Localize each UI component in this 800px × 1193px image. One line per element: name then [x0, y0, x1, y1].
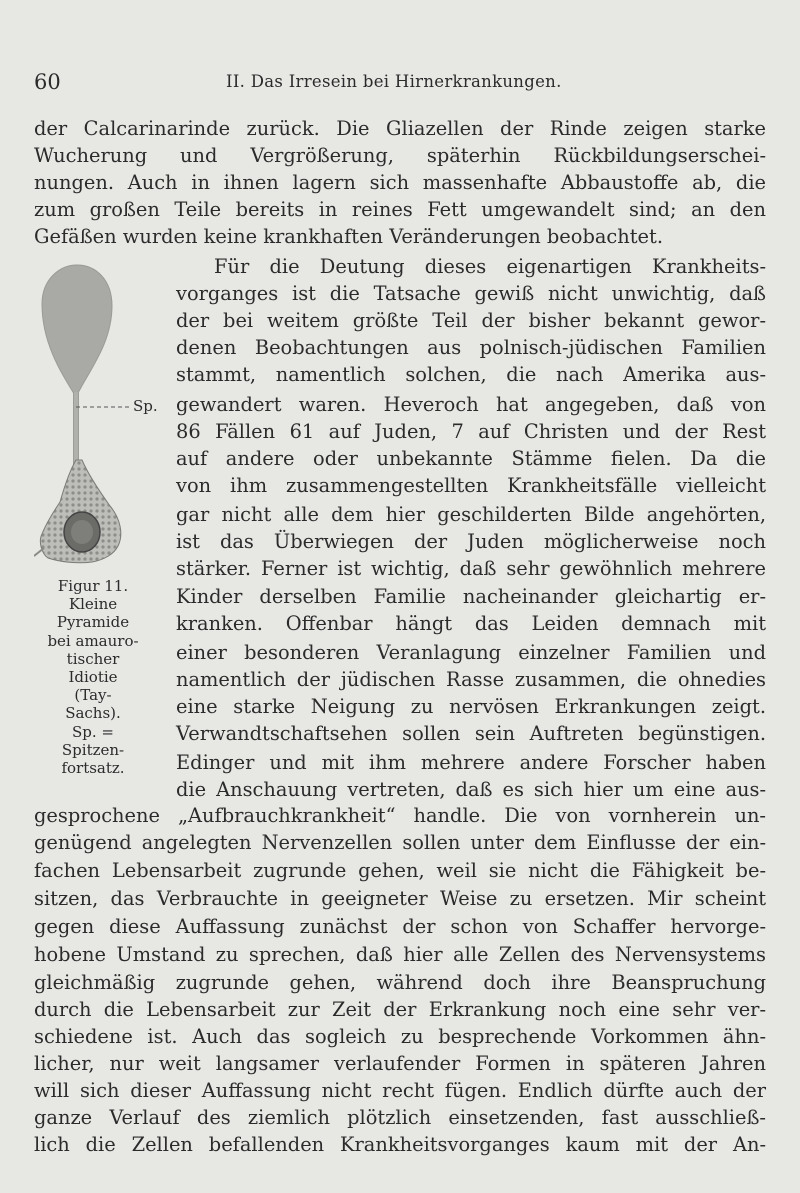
caption-line: Idiotie	[68, 668, 118, 687]
text-line: genügend angelegten Nervenzellen sollen unter dem Einflusse der ein-	[34, 831, 766, 854]
caption-line: bei amauro-	[47, 631, 139, 650]
page-header	[34, 70, 766, 100]
text-line: ist das Überwiegen der Juden möglicherweise noch	[176, 530, 766, 553]
caption-line: tischer	[66, 649, 120, 668]
figure-illustration	[34, 262, 174, 576]
text-line: auf andere oder unbekannte Stämme fielen. Da die	[176, 447, 766, 470]
text-line: die Anschauung vertreten, daß es sich hier um eine aus-	[176, 778, 766, 801]
figure-caption	[34, 577, 152, 777]
text-line: gewandert waren. Heveroch hat angegeben, daß von	[176, 393, 766, 416]
caption-line: Pyramide	[56, 613, 130, 632]
running-title: II. Das Irresein bei Hirnerkrankungen.	[226, 72, 562, 91]
text-line: Edinger und mit ihm mehrere andere Forscher haben	[176, 751, 766, 774]
text-line: schiedene ist. Auch das sogleich zu besprechende Vorkommen ähn-	[34, 1025, 766, 1048]
caption-line: Sp. =	[72, 722, 114, 741]
caption-line: fortsatz.	[61, 759, 125, 778]
text-line: Wucherung und Vergrößerung, späterhin Rückbildungserschei-	[34, 144, 766, 167]
text-line: von ihm zusammengestellten Krankheitsfälle vielleicht	[176, 474, 766, 497]
text-line: namentlich der jüdischen Rasse zusammen, die ohnedies	[176, 668, 766, 691]
text-line: hobene Umstand zu sprechen, daß hier alle Zellen des Nervensystems	[34, 943, 766, 966]
text-line: gegen diese Auffassung zunächst der schon von Schaffer hervorge-	[34, 915, 766, 938]
text-line: der Calcarinarinde zurück. Die Gliazellen der Rinde zeigen starke	[34, 117, 766, 140]
text-line: stärker. Ferner ist wichtig, daß sehr gewöhnlich mehrere	[176, 557, 766, 580]
text-line: Für die Deutung dieses eigenartigen Krankheits-	[214, 255, 766, 278]
text-line: gleichmäßig zugrunde gehen, während doch ihre Beanspruchung	[34, 971, 766, 994]
text-line: durch die Lebensarbeit zur Zeit der Erkrankung noch eine sehr ver-	[34, 998, 766, 1021]
text-line: nungen. Auch in ihnen lagern sich massenhafte Abbaustoffe ab, die	[34, 171, 766, 194]
caption-line: Spitzen-	[61, 740, 125, 759]
text-line: licher, nur weit langsamer verlaufender Formen in späteren Jahren	[34, 1052, 766, 1075]
text-line: kranken. Offenbar hängt das Leiden demnach mit	[176, 612, 766, 635]
pyramid-cell-drawing	[34, 262, 174, 572]
text-line: Gefäßen wurden keine krankhaften Veränderungen beobachtet.	[34, 225, 663, 248]
text-line: Verwandtschaftsehen sollen sein Auftreten begünstigen.	[176, 722, 766, 745]
text-line: sitzen, das Verbrauchte in geeigneter Weise zu ersetzen. Mir scheint	[34, 887, 766, 910]
caption-line: Sachs).	[65, 704, 121, 723]
figure-sp-label: Sp.	[133, 397, 158, 415]
text-line: gesprochene „Aufbrauchkrankheit“ handle. Die von vornherein un-	[34, 804, 766, 827]
text-line: eine starke Neigung zu nervösen Erkrankungen zeigt.	[176, 695, 766, 718]
text-line: denen Beobachtungen aus polnisch-jüdischen Familien	[176, 336, 766, 359]
text-line: stammt, namentlich solchen, die nach Amerika aus-	[176, 363, 766, 386]
text-line: 86 Fällen 61 auf Juden, 7 auf Christen und der Rest	[176, 420, 766, 443]
text-line: vorganges ist die Tatsache gewiß nicht unwichtig, daß	[176, 282, 766, 305]
text-line: einer besonderen Veranlagung einzelner Familien und	[176, 641, 766, 664]
text-line: will sich dieser Auffassung nicht recht fügen. Endlich dürfte auch der	[34, 1079, 766, 1102]
caption-line: (Tay-	[74, 686, 112, 705]
text-line: zum großen Teile bereits in reines Fett umgewandelt sind; an den	[34, 198, 766, 221]
caption-line: Figur 11.	[57, 577, 129, 595]
text-line: fachen Lebensarbeit zugrunde gehen, weil sie nicht die Fähigkeit be-	[34, 859, 766, 882]
text-line: gar nicht alle dem hier geschilderten Bilde angehörten,	[176, 503, 766, 526]
text-line: der bei weitem größte Teil der bisher bekannt gewor-	[176, 309, 766, 332]
page-number: 60	[34, 70, 61, 94]
text-line: lich die Zellen befallenden Krankheitsvorganges kaum mit der An-	[34, 1133, 766, 1156]
text-line: Kinder derselben Familie nacheinander gleichartig er-	[176, 585, 766, 608]
caption-line: Kleine	[68, 595, 118, 614]
text-line: ganze Verlauf des ziemlich plötzlich einsetzenden, fast ausschließ-	[34, 1106, 766, 1129]
